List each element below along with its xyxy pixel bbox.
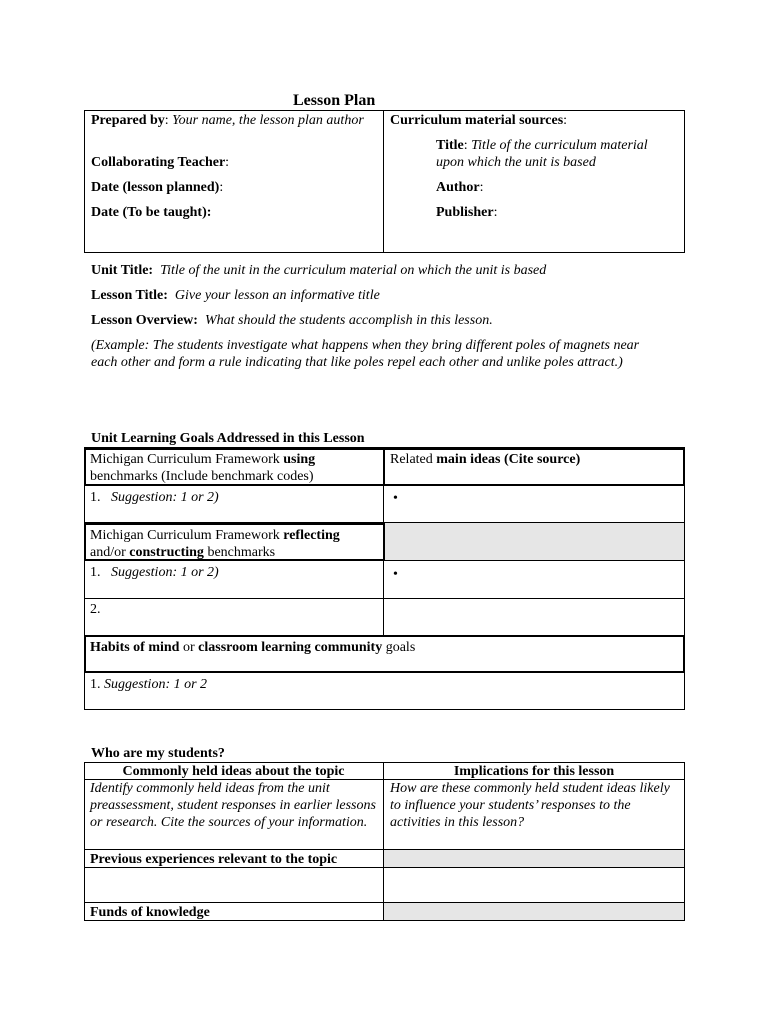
lesson-title: Lesson Title: Give your lesson an informative title [91, 288, 380, 303]
related-main-ideas-header: Related main ideas (Cite source) [390, 452, 581, 467]
bullet-2: • [393, 567, 398, 582]
reflecting-row-1: 1. Suggestion: 1 or 2) [90, 565, 219, 580]
previous-experiences-label: Previous experiences relevant to the topic [90, 852, 338, 867]
prepared-by: Prepared by: Your name, the lesson plan author [91, 113, 364, 128]
overview-example: (Example: The students investigate what happens when they bring different poles of magnets near each other and form a rule indicating that like poles repel each other and unlike poles attract.) [91, 338, 640, 370]
curriculum-author: Author: [436, 180, 484, 195]
implications-text: How are these commonly held student ideas likely to influence your students’ responses to the activities in this lesson? [390, 781, 670, 830]
habits-row-1: 1. Suggestion: 1 or 2 [90, 677, 208, 692]
habits-of-mind-header: Habits of mind or classroom learning community goals [90, 640, 416, 655]
students-heading: Who are my students? [91, 746, 225, 761]
using-benchmarks-header: Michigan Curriculum Framework using benchmarks (Include benchmark codes) [90, 452, 316, 484]
commonly-held-ideas-text: Identify commonly held ideas from the unit preassessment, student responses in earlier lessons or research. Cite the sources of your information. [90, 781, 376, 830]
lesson-overview: Lesson Overview: What should the students accomplish in this lesson. [91, 313, 493, 328]
reflecting-benchmarks-header: Michigan Curriculum Framework reflecting and/or constructing benchmarks [90, 528, 340, 560]
goals-heading: Unit Learning Goals Addressed in this Lesson [91, 431, 365, 446]
collaborating-teacher: Collaborating Teacher: [91, 155, 230, 170]
curriculum-publisher: Publisher: [436, 205, 498, 220]
date-planned: Date (lesson planned): [91, 180, 224, 195]
implications-header: Implications for this lesson [453, 764, 615, 779]
reflecting-row-2: 2. [90, 602, 101, 617]
commonly-held-ideas-header: Commonly held ideas about the topic [122, 764, 345, 779]
page-title: Lesson Plan [293, 92, 376, 109]
using-row-1: 1. Suggestion: 1 or 2) [90, 490, 219, 505]
curriculum-sources: Curriculum material sources: [390, 113, 568, 128]
bullet-1: • [393, 491, 398, 506]
unit-title: Unit Title: Title of the unit in the curriculum material on which the unit is based [91, 263, 547, 278]
date-taught: Date (To be taught): [91, 205, 212, 220]
funds-of-knowledge-label: Funds of knowledge [90, 905, 210, 920]
curriculum-title: Title: Title of the curriculum material upon which the unit is based [436, 138, 648, 170]
